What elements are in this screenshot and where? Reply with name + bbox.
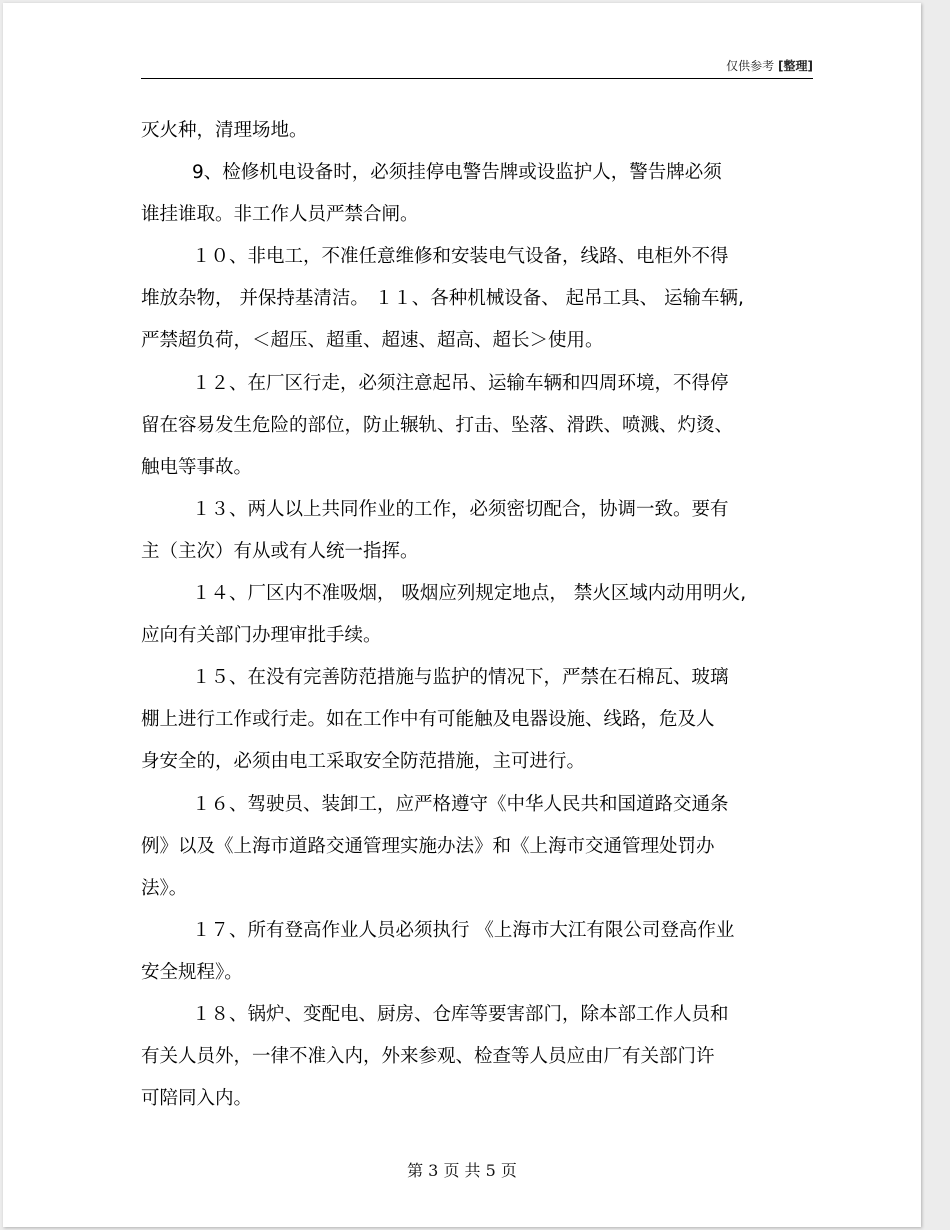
- paragraph: [141, 236, 813, 362]
- text-line: 有关人员外，一律不准入内，外来参观、检查等人员应由厂有关部门许: [141, 1046, 715, 1068]
- paragraph: [141, 573, 813, 657]
- page-header: [141, 57, 813, 74]
- paragraph: [141, 110, 813, 152]
- text-line: 例》以及《上海市道路交通管理实施办法》和《上海市交通管理处罚办: [141, 835, 715, 857]
- paragraph: [141, 152, 813, 236]
- text-line: 应向有关部门办理审批手续。: [141, 625, 382, 647]
- text-line: 身安全的，必须由电工采取安全防范措施，主可进行。: [141, 751, 586, 773]
- text-line: 可陪同入内。: [141, 1088, 253, 1110]
- paragraph: [141, 363, 813, 489]
- text-line: 堆放杂物， 并保持基清洁。 １１、各种机械设备、 起吊工具、 运输车辆,: [141, 288, 744, 310]
- text-line: 主（主次）有从或有人统一指挥。: [141, 540, 419, 562]
- text-line: 9、检修机电设备时，必须挂停电警告牌或设监护人，警告牌必须: [192, 162, 722, 184]
- text-line: 法》。: [141, 877, 188, 899]
- page-footer: 第 3 页 共 5 页: [407, 1161, 517, 1180]
- text-line: １４、厂区内不准吸烟， 吸烟应列规定地点， 禁火区域内动用明火,: [192, 583, 747, 605]
- text-line: 谁挂谁取。非工作人员严禁合闸。: [141, 204, 419, 226]
- text-line: 棚上进行工作或行走。如在工作中有可能触及电器设施、线路，危及人: [141, 709, 715, 731]
- text-line: 留在容易发生危险的部位，防止辗轨、打击、坠落、滑跌、喷溅、灼烫、: [141, 414, 734, 436]
- paragraph: [141, 994, 813, 1120]
- document-page: [3, 3, 921, 1227]
- document-body: [141, 110, 813, 1120]
- text-line: １７、所有登高作业人员必须执行 《上海市大江有限公司登高作业: [192, 919, 735, 941]
- header-text: 仅供参考: [726, 59, 775, 73]
- text-line: １８、锅炉、变配电、厨房、仓库等要害部门，除本部工作人员和: [192, 1003, 729, 1025]
- paragraph: [141, 657, 813, 783]
- text-line: 灭火种，清理场地。: [141, 120, 308, 141]
- text-line: １０、非电工，不准任意维修和安装电气设备，线路、电柜外不得: [192, 246, 729, 268]
- text-line: １６、驾驶员、装卸工，应严格遵守《中华人民共和国道路交通条: [192, 793, 729, 815]
- text-line: １２、在厂区行走，必须注意起吊、运输车辆和四周环境，不得停: [192, 372, 729, 394]
- text-line: １３、两人以上共同作业的工作，必须密切配合，协调一致。要有: [192, 498, 729, 520]
- text-line: 严禁超负荷，＜超压、超重、超速、超高、超长＞使用。: [141, 330, 604, 352]
- paragraph: [141, 489, 813, 573]
- text-line: 安全规程》。: [141, 961, 243, 983]
- header-rule: [141, 78, 813, 79]
- text-line: 触电等事故。: [141, 456, 253, 478]
- text-line: １５、在没有完善防范措施与监护的情况下，严禁在石棉瓦、玻璃: [192, 667, 729, 689]
- paragraph: [141, 784, 813, 910]
- paragraph: [141, 910, 813, 994]
- header-bracket: [整理]: [778, 59, 813, 73]
